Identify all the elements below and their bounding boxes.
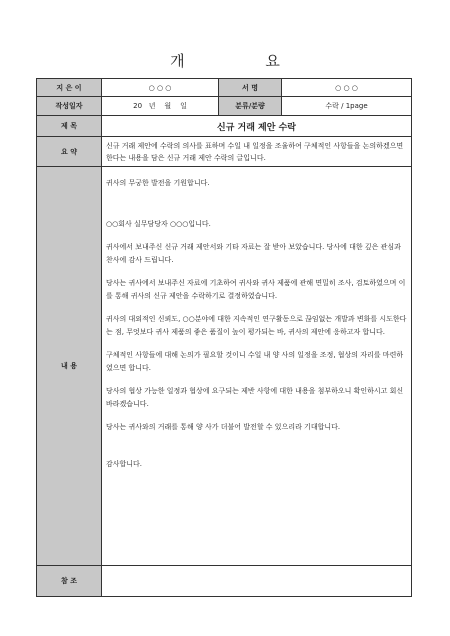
content-paragraph: ○○회사 실무담당자 ○○○입니다. [106,220,211,228]
content-paragraph: 당사의 협상 가능한 일정과 협상에 요구되는 제반 사항에 대한 내용을 첨부하오니 확인하시고 회신 바라겠습니다. [106,387,404,408]
category-value[interactable]: 수락 / 1page [282,97,412,116]
content-body[interactable] [102,167,412,566]
summary-row [37,137,412,167]
content-paragraph: 귀사의 무궁한 발전을 기원합니다. [106,179,210,187]
date-row [37,97,412,116]
content-paragraph: 감사합니다. [106,460,143,468]
content-paragraph: 당사는 귀사와의 거래를 통해 양 사가 더불어 발전할 수 있으리라 기대합니다. [106,423,341,431]
subject-label: 제 목 [37,116,102,137]
category-label: 분류/분량 [219,97,282,116]
subject-row [37,116,412,137]
book-title-value[interactable]: ○ ○ ○ [282,79,412,97]
content-paragraph: 귀사의 대외적인 신뢰도, ○○분야에 대한 지속적인 연구활동으로 끊임없는 개발과 변화를 시도한다는 점, 무엇보다 귀사 제품의 좋은 품질이 높이 평가되는 바, 귀사의 제안에 응하고자 합니다. [106,315,407,336]
content-paragraph: 당사는 귀사에서 보내주신 자료에 기초하여 귀사와 귀사 제품에 관해 면밀히 조사, 검토하였으며 이를 통해 귀사의 신규 제안을 수락하기로 결정하였습니다. [106,279,406,300]
reference-value[interactable] [102,566,412,597]
reference-row [37,566,412,597]
content-label: 내 용 [37,167,102,566]
summary-label: 요 약 [37,137,102,167]
book-title-label: 서 명 [219,79,282,97]
date-value[interactable]: 20 년 월 일 [102,97,219,116]
reference-label: 참 조 [37,566,102,597]
content-row [37,167,412,566]
content-paragraph: 귀사에서 보내주신 신규 거래 제안서와 기타 자료는 잘 받아 보았습니다. 당사에 대한 깊은 관심과 찬사에 감사 드립니다. [106,243,401,264]
content-paragraph: 구체적인 사항들에 대해 논의가 필요할 것이니 수일 내 양 사의 일정을 조정, 협상의 자리를 마련하였으면 합니다. [106,351,404,372]
author-label: 지 은 이 [37,79,102,97]
date-label: 작성일자 [37,97,102,116]
document-title: 개 요 [170,52,318,70]
overview-form-table [36,78,412,597]
author-value[interactable]: ○ ○ ○ [102,79,219,97]
author-row [37,79,412,97]
subject-value[interactable]: 신규 거래 제안 수락 [102,116,412,137]
summary-value[interactable]: 신규 거래 제안에 수락의 의사를 표하며 수일 내 일정을 조율하여 구체적인 사항들을 논의하겠으면 한다는 내용을 담은 신규 거래 제안 수락의 글입니다. [102,137,412,167]
